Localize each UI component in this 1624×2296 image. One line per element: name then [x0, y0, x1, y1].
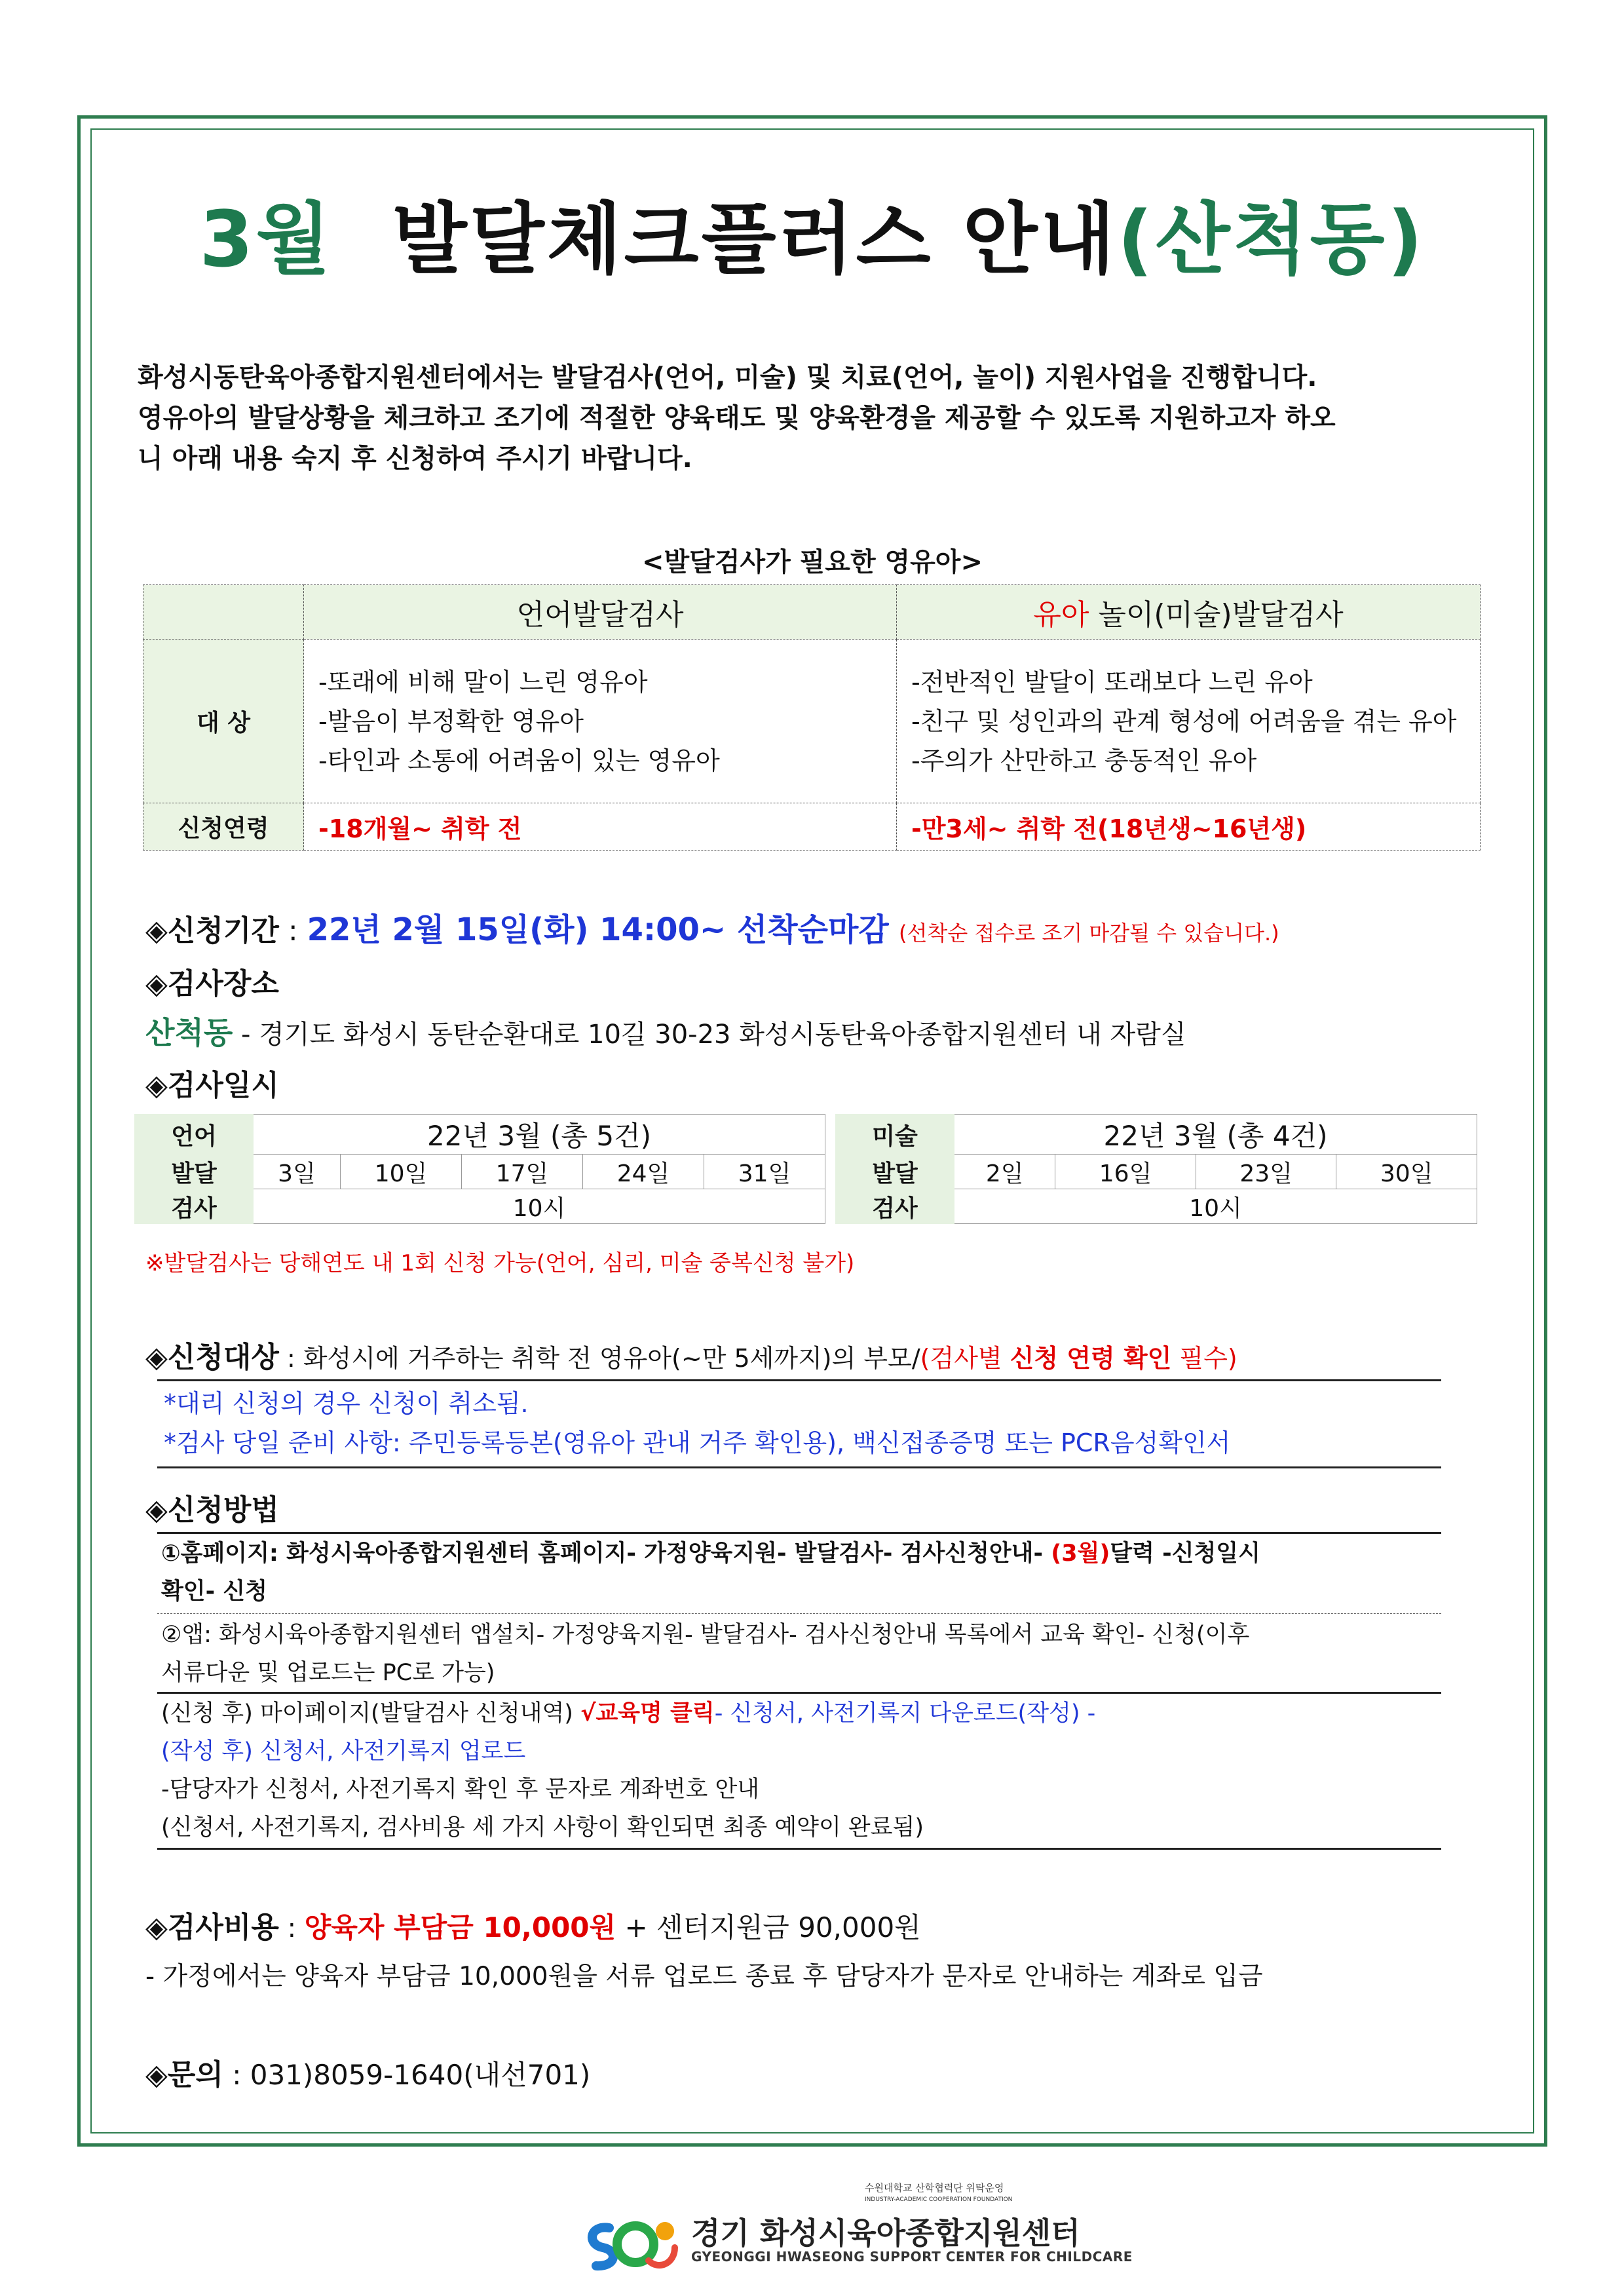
row-age-art: -만3세~ 취학 전(18년생~16년생)	[897, 803, 1481, 851]
method-text: 서류다운 및 업로드는 PC로 가능)	[161, 1660, 495, 1686]
page-title	[90, 177, 1534, 288]
schedule-art-label: 발달	[836, 1155, 954, 1189]
logo-mark-icon	[583, 2208, 681, 2274]
schedule-art-table	[835, 1114, 1477, 1224]
eligibility-table	[143, 584, 1481, 851]
divider	[157, 1613, 1441, 1614]
method-text: ①홈페이지: 화성시육아종합지원센터 홈페이지- 가정양육지원- 발달검사- 검사신청안내-	[161, 1540, 1051, 1567]
schedule-language-table	[134, 1114, 825, 1224]
title-location: (산척동)	[1117, 194, 1426, 284]
divider	[157, 1379, 1441, 1381]
plus: +	[616, 1911, 656, 1943]
header-art-red: 유아	[1033, 598, 1089, 632]
schedule-day: 31일	[704, 1155, 825, 1189]
method-app	[161, 1616, 1439, 1692]
schedule-lang-header: 22년 3월 (총 5건)	[254, 1115, 825, 1155]
schedule-day: 2일	[954, 1155, 1055, 1189]
logo-affiliation	[865, 2182, 1074, 2206]
intro-line: 영유아의 발달상황을 체크하고 조기에 적절한 양육태도 및 양육환경을 제공할 수 있도록 지원하고자 하오	[138, 403, 1336, 433]
target-notes	[164, 1384, 1230, 1463]
target-section	[145, 1333, 1237, 1375]
target-text: 화성시에 거주하는 취학 전 영유아(~만 5세까지)의 부모/	[303, 1344, 920, 1373]
row-target-language	[304, 640, 897, 803]
schedule-day: 17일	[462, 1155, 583, 1189]
method-month: (3월)	[1051, 1540, 1110, 1567]
method-text: ②앱: 화성시육아종합지원센터 앱설치- 가정양육지원- 발달검사- 검사신청안내 목록에서 교육 확인- 신청(이후	[161, 1622, 1250, 1648]
method-text: (신청서, 사전기록지, 검사비용 세 가지 사항이 확인되면 최종 예약이 완료됨)	[161, 1814, 924, 1841]
schedule-art-label: 검사	[836, 1189, 954, 1224]
divider	[157, 1848, 1441, 1850]
method-text: (작성 후) 신청서, 사전기록지 업로드	[161, 1738, 526, 1765]
list-item: -친구 및 성인과의 관계 형성에 어려움을 겪는 유아	[911, 706, 1457, 736]
table-caption: <발달검사가 필요한 영유아>	[642, 547, 983, 577]
list-item: -타인과 소통에 어려움이 있는 영유아	[318, 746, 720, 775]
cost-parent-fee: 양육자 부담금 10,000원	[304, 1911, 616, 1943]
row-age-language: -18개월~ 취학 전	[304, 803, 897, 851]
intro-line: 화성시동탄육아종합지원센터에서는 발달검사(언어, 미술) 및 치료(언어, 놀이) 지원사업을 진행합니다.	[138, 362, 1317, 392]
schedule-day: 10일	[341, 1155, 462, 1189]
divider	[157, 1532, 1441, 1534]
method-text: 확인- 신청	[161, 1578, 267, 1605]
table-corner	[143, 585, 304, 640]
schedule-label: ◈검사일시	[145, 1069, 279, 1102]
logo-affiliation-sub: INDUSTRY-ACADEMIC COOPERATION FOUNDATION	[865, 2196, 1013, 2203]
colon: :	[223, 2059, 250, 2091]
colon: :	[278, 914, 307, 947]
divider	[157, 1466, 1441, 1468]
target-red-open: (검사별	[920, 1344, 1010, 1373]
schedule-day: 30일	[1336, 1155, 1477, 1189]
contact-label: ◈문의	[145, 2058, 223, 2092]
target-red-bold: 신청 연령 확인	[1010, 1344, 1172, 1373]
title-month: 3월	[199, 194, 333, 284]
target-red-close: 필수)	[1171, 1344, 1237, 1373]
cost-note: - 가정에서는 양육자 부담금 10,000원을 서류 업로드 종료 후 담당자가 문자로 안내하는 계좌로 입금	[145, 1962, 1263, 1991]
contact-phone: 031)8059-1640(내선701)	[250, 2059, 591, 2091]
schedule-day: 23일	[1196, 1155, 1336, 1189]
list-item: -전반적인 발달이 또래보다 느린 유아	[911, 667, 1313, 697]
colon: :	[278, 1344, 303, 1373]
logo-affiliation-text: 수원대학교 산학협력단 위탁운영	[865, 2182, 1004, 2194]
logo-english: GYEONGGI HWASEONG SUPPORT CENTER FOR CHILDCARE	[691, 2249, 1133, 2265]
list-item: -또래에 비해 말이 느린 영유아	[318, 667, 648, 697]
contact-section	[145, 2051, 590, 2093]
row-age-label: 신청연령	[143, 803, 304, 851]
method-text: - 신청서, 사전기록지 다운로드(작성) -	[714, 1700, 1096, 1727]
method-text: 달력 -신청일시	[1110, 1540, 1260, 1567]
schedule-note: ※발달검사는 당해연도 내 1회 신청 가능(언어, 심리, 미술 중복신청 불가)	[145, 1250, 855, 1276]
method-click: √교육명 클릭	[580, 1700, 715, 1727]
schedule-art-label: 미술	[836, 1115, 954, 1155]
title-main: 발달체크플러스 안내	[392, 194, 1118, 284]
row-target-label: 대 상	[143, 640, 304, 803]
method-homepage	[161, 1535, 1439, 1611]
header-art	[897, 585, 1481, 640]
list-item: -주의가 산만하고 충동적인 유아	[911, 746, 1257, 775]
place-line	[145, 1009, 1186, 1052]
schedule-time: 10시	[954, 1189, 1477, 1224]
cost-center-fee: 센터지원금 90,000원	[656, 1911, 921, 1943]
logo-name: 경기 화성시육아종합지원센터	[691, 2215, 1080, 2251]
cost-label: ◈검사비용	[145, 1911, 279, 1944]
target-label: ◈신청대상	[145, 1341, 279, 1374]
place-name: 산척동	[145, 1015, 233, 1050]
schedule-time: 10시	[254, 1189, 825, 1224]
method-text: -담당자가 신청서, 사전기록지 확인 후 문자로 계좌번호 안내	[161, 1776, 760, 1803]
period-section	[145, 904, 1508, 949]
schedule-day: 24일	[583, 1155, 704, 1189]
schedule-lang-label: 언어	[135, 1115, 254, 1155]
schedule-lang-label: 검사	[135, 1189, 254, 1224]
schedule-day: 3일	[254, 1155, 341, 1189]
header-art-rest: 놀이(미술)발달검사	[1089, 598, 1344, 632]
schedule-art-header: 22년 3월 (총 4건)	[954, 1115, 1477, 1155]
method-label: ◈신청방법	[145, 1493, 279, 1527]
period-note: (선착순 접수로 조기 마감될 수 있습니다.)	[899, 921, 1279, 946]
cost-section	[145, 1904, 921, 1945]
place-label: ◈검사장소	[145, 967, 279, 1001]
place-address: - 경기도 화성시 동탄순환대로 10길 30-23 화성시동탄육아종합지원센터 내 자람실	[233, 1020, 1186, 1050]
schedule-lang-label: 발달	[135, 1155, 254, 1189]
period-value: 22년 2월 15일(화) 14:00~ 선착순마감	[307, 911, 889, 948]
intro-line: 니 아래 내용 숙지 후 신청하여 주시기 바랍니다.	[138, 444, 692, 474]
list-item: -발음이 부정확한 영유아	[318, 706, 584, 736]
target-note: *대리 신청의 경우 신청이 취소됨.	[164, 1389, 529, 1418]
colon: :	[278, 1913, 305, 1943]
header-language: 언어발달검사	[304, 585, 897, 640]
divider	[157, 1692, 1441, 1694]
method-text: (신청 후) 마이페이지(발달검사 신청내역)	[161, 1700, 581, 1727]
target-note: *검사 당일 준비 사항: 주민등록등본(영유아 관내 거주 확인용), 백신접종증명 또는 PCR음성확인서	[164, 1428, 1231, 1457]
method-after	[161, 1694, 1439, 1846]
intro-paragraph	[138, 357, 1487, 479]
period-label: ◈신청기간	[145, 914, 279, 947]
row-target-art	[897, 640, 1481, 803]
schedule-day: 16일	[1055, 1155, 1196, 1189]
